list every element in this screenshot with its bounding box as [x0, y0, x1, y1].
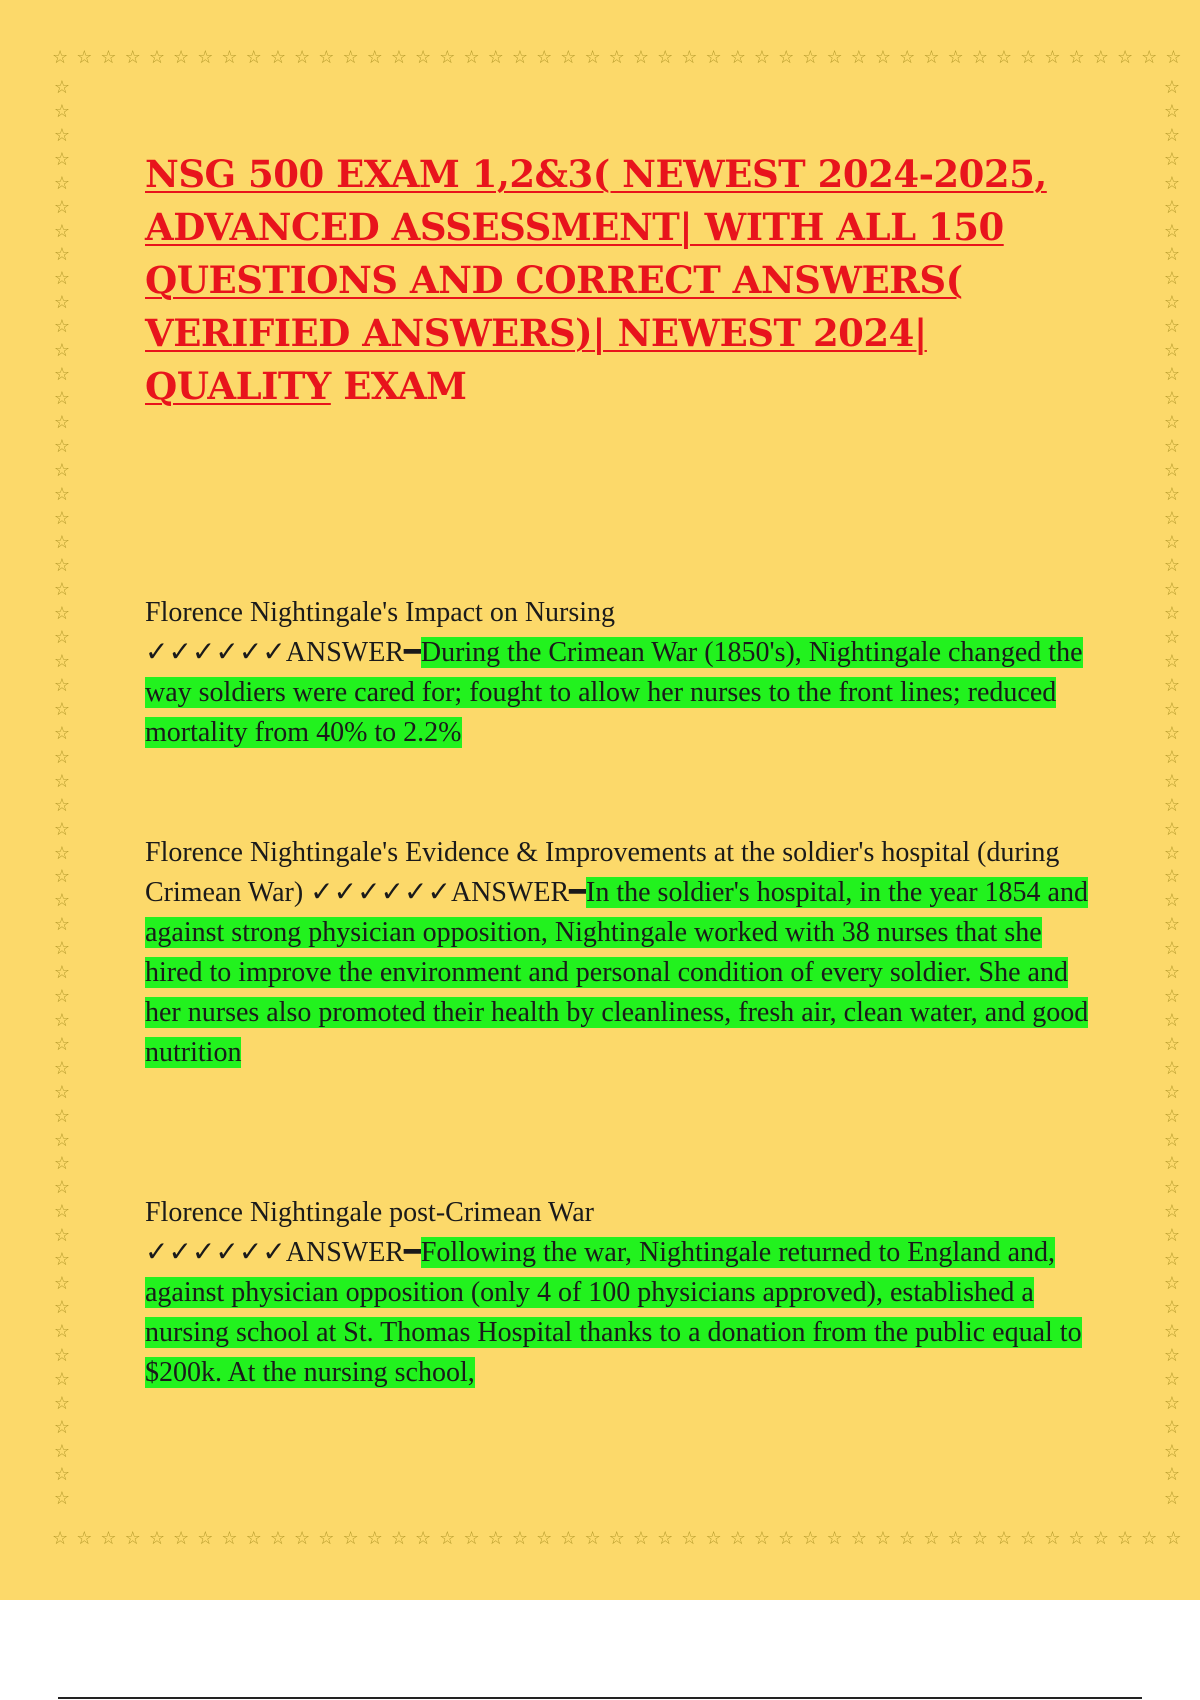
star-icon: ☆ [608, 47, 625, 68]
star-icon: ☆ [53, 435, 71, 457]
star-icon: ☆ [1163, 603, 1181, 625]
star-icon: ☆ [584, 47, 601, 68]
star-icon: ☆ [1163, 1129, 1181, 1151]
star-icon: ☆ [1163, 1464, 1181, 1486]
star-icon: ☆ [124, 47, 141, 68]
star-icon: ☆ [1163, 364, 1181, 386]
star-icon: ☆ [53, 292, 71, 314]
star-icon: ☆ [1163, 268, 1181, 290]
star-icon: ☆ [366, 47, 383, 68]
star-icon: ☆ [53, 603, 71, 625]
star-icon: ☆ [318, 47, 335, 68]
answer-marker: ✓✓✓✓✓✓ANSWER━ [145, 1237, 421, 1268]
star-icon: ☆ [53, 411, 71, 433]
star-icon: ☆ [1163, 986, 1181, 1008]
star-icon: ☆ [148, 47, 165, 68]
star-icon: ☆ [947, 47, 964, 68]
star-icon: ☆ [850, 1528, 867, 1549]
qa-entry [145, 833, 1095, 1073]
star-icon: ☆ [53, 675, 71, 697]
star-icon: ☆ [705, 1528, 722, 1549]
qa-entry [145, 1193, 1095, 1393]
star-icon: ☆ [971, 47, 988, 68]
star-icon: ☆ [1163, 148, 1181, 170]
star-icon: ☆ [1163, 1273, 1181, 1295]
star-icon: ☆ [681, 1528, 698, 1549]
star-icon: ☆ [1116, 1528, 1134, 1549]
star-icon: ☆ [778, 47, 795, 68]
star-icon: ☆ [53, 1225, 71, 1247]
star-icon: ☆ [511, 47, 528, 68]
star-icon: ☆ [1163, 77, 1181, 98]
star-icon: ☆ [1163, 340, 1181, 362]
star-icon: ☆ [1163, 770, 1181, 792]
star-icon: ☆ [318, 1528, 335, 1549]
star-icon: ☆ [1163, 698, 1181, 720]
star-icon: ☆ [1163, 722, 1181, 744]
star-icon: ☆ [1163, 316, 1181, 338]
star-icon: ☆ [1020, 1528, 1037, 1549]
star-icon: ☆ [53, 340, 71, 362]
answer-text: Following the war, Nightingale returned to England and, against physician opposition (only 4 of 100 physicians approved), established a nursing school at St. Thomas Hospital thanks to a donation from the public equal to $200k. At the nursing school, [145, 1237, 1082, 1388]
star-icon: ☆ [753, 47, 771, 68]
question-text: Florence Nightingale post-Crimean War [145, 1197, 594, 1228]
star-icon: ☆ [269, 1528, 286, 1549]
star-icon: ☆ [53, 986, 71, 1008]
star-icon: ☆ [390, 47, 407, 68]
star-icon: ☆ [1163, 842, 1181, 864]
star-icon: ☆ [1020, 47, 1037, 68]
star-icon: ☆ [173, 1528, 190, 1549]
star-icon: ☆ [657, 47, 674, 68]
star-icon: ☆ [53, 507, 71, 529]
star-icon: ☆ [294, 1528, 311, 1549]
star-icon: ☆ [1141, 47, 1158, 68]
star-icon: ☆ [705, 47, 722, 68]
star-icon: ☆ [53, 1129, 71, 1151]
star-icon: ☆ [53, 962, 71, 984]
star-icon: ☆ [826, 1528, 843, 1549]
star-icon: ☆ [53, 794, 71, 816]
star-icon: ☆ [439, 1528, 456, 1549]
star-icon: ☆ [1163, 531, 1181, 553]
star-icon: ☆ [415, 1528, 432, 1549]
star-icon: ☆ [1163, 938, 1181, 960]
star-icon: ☆ [1163, 507, 1181, 529]
star-icon: ☆ [390, 1528, 407, 1549]
answer-marker: ✓✓✓✓✓✓ANSWER━ [145, 637, 421, 668]
star-icon: ☆ [245, 1528, 262, 1549]
footer-divider [58, 1697, 1142, 1699]
star-icon: ☆ [608, 1528, 625, 1549]
star-icon: ☆ [53, 268, 71, 290]
star-icon: ☆ [463, 47, 480, 68]
star-icon: ☆ [53, 1440, 71, 1462]
star-icon: ☆ [802, 47, 819, 68]
star-icon: ☆ [53, 1249, 71, 1271]
star-icon: ☆ [100, 1528, 117, 1549]
star-icon: ☆ [681, 47, 698, 68]
star-icon: ☆ [53, 1081, 71, 1103]
star-icon: ☆ [53, 818, 71, 840]
star-icon: ☆ [899, 1528, 916, 1549]
star-icon: ☆ [1068, 1528, 1085, 1549]
star-icon: ☆ [53, 579, 71, 601]
answer-text: In the soldier's hospital, in the year 1854 and against strong physician opposition, Nightingale worked with 38 nurses that she hired to improve the environment and personal condition of every soldier. She and her nurses also promoted their health by cleanliness, fresh air, clean water, and good nutrition [145, 877, 1089, 1068]
star-icon: ☆ [1163, 435, 1181, 457]
answer-text: During the Crimean War (1850's), Nightingale changed the way soldiers were cared for; fought to allow her nurses to the front lines; reduced mortality from 40% to 2.2% [145, 637, 1083, 748]
star-icon: ☆ [53, 1344, 71, 1366]
star-icon: ☆ [995, 1528, 1013, 1549]
star-icon: ☆ [53, 1201, 71, 1223]
star-icon: ☆ [53, 1392, 71, 1414]
star-icon: ☆ [1163, 411, 1181, 433]
star-icon: ☆ [53, 483, 71, 505]
star-icon: ☆ [995, 47, 1013, 68]
star-icon: ☆ [53, 746, 71, 768]
star-icon: ☆ [197, 47, 214, 68]
star-icon: ☆ [632, 1528, 650, 1549]
star-icon: ☆ [221, 1528, 238, 1549]
document-title [145, 148, 1105, 413]
star-border-left [50, 78, 74, 1510]
star-icon: ☆ [53, 459, 71, 481]
star-icon: ☆ [53, 842, 71, 864]
star-icon: ☆ [778, 1528, 795, 1549]
star-icon: ☆ [53, 172, 71, 194]
star-icon: ☆ [1163, 292, 1181, 314]
star-icon: ☆ [53, 196, 71, 218]
star-icon: ☆ [342, 47, 359, 68]
star-icon: ☆ [415, 47, 432, 68]
star-icon: ☆ [874, 1528, 892, 1549]
star-icon: ☆ [1163, 1440, 1181, 1462]
star-border-bottom [52, 1527, 1182, 1551]
star-icon: ☆ [53, 148, 71, 170]
star-icon: ☆ [76, 47, 93, 68]
star-icon: ☆ [53, 555, 71, 577]
star-border-right [1160, 78, 1184, 1510]
star-icon: ☆ [221, 47, 238, 68]
star-icon: ☆ [584, 1528, 601, 1549]
star-icon: ☆ [53, 1033, 71, 1055]
star-icon: ☆ [1068, 47, 1085, 68]
star-icon: ☆ [1163, 1297, 1181, 1319]
star-icon: ☆ [1163, 100, 1181, 122]
star-icon: ☆ [76, 1528, 93, 1549]
star-icon: ☆ [463, 1528, 480, 1549]
star-icon: ☆ [53, 387, 71, 409]
star-icon: ☆ [439, 47, 456, 68]
star-icon: ☆ [729, 1528, 746, 1549]
star-icon: ☆ [197, 1528, 214, 1549]
star-icon: ☆ [729, 47, 746, 68]
star-icon: ☆ [53, 1177, 71, 1199]
star-icon: ☆ [1163, 172, 1181, 194]
title-underlined-text: NSG 500 EXAM 1,2&3( NEWEST 2024-2025, ADVANCED ASSESSMENT| WITH ALL 150 QUESTIONS AND CORRECT ANSWERS( VERIFIED ANSWERS)| NEWEST 2024| QUALITY [145, 152, 1047, 408]
star-icon: ☆ [53, 1464, 71, 1486]
star-icon: ☆ [53, 627, 71, 649]
star-icon: ☆ [1163, 1416, 1181, 1438]
star-icon: ☆ [53, 1297, 71, 1319]
star-icon: ☆ [52, 47, 69, 68]
star-icon: ☆ [366, 1528, 383, 1549]
star-icon: ☆ [1163, 1249, 1181, 1271]
star-icon: ☆ [53, 1416, 71, 1438]
star-icon: ☆ [53, 938, 71, 960]
star-icon: ☆ [1163, 627, 1181, 649]
star-icon: ☆ [53, 531, 71, 553]
star-icon: ☆ [1141, 1528, 1158, 1549]
star-icon: ☆ [923, 47, 940, 68]
star-icon: ☆ [1092, 47, 1109, 68]
star-icon: ☆ [1163, 866, 1181, 888]
star-icon: ☆ [1163, 1177, 1181, 1199]
star-icon: ☆ [53, 100, 71, 122]
star-icon: ☆ [923, 1528, 940, 1549]
star-icon: ☆ [1163, 579, 1181, 601]
star-icon: ☆ [511, 1528, 528, 1549]
star-icon: ☆ [874, 47, 892, 68]
star-icon: ☆ [1165, 47, 1182, 68]
star-icon: ☆ [560, 47, 577, 68]
star-icon: ☆ [1163, 196, 1181, 218]
star-icon: ☆ [245, 47, 262, 68]
star-icon: ☆ [1163, 1105, 1181, 1127]
star-icon: ☆ [850, 47, 867, 68]
star-icon: ☆ [1163, 124, 1181, 146]
star-icon: ☆ [53, 866, 71, 888]
star-icon: ☆ [536, 1528, 553, 1549]
star-icon: ☆ [560, 1528, 577, 1549]
star-icon: ☆ [53, 220, 71, 242]
star-icon: ☆ [1163, 1201, 1181, 1223]
star-icon: ☆ [657, 1528, 674, 1549]
qa-entry [145, 593, 1095, 753]
star-icon: ☆ [753, 1528, 771, 1549]
star-icon: ☆ [53, 1153, 71, 1175]
star-icon: ☆ [1163, 244, 1181, 266]
star-icon: ☆ [53, 914, 71, 936]
star-icon: ☆ [1163, 555, 1181, 577]
star-icon: ☆ [1163, 1153, 1181, 1175]
star-icon: ☆ [100, 47, 117, 68]
star-icon: ☆ [148, 1528, 165, 1549]
star-icon: ☆ [1163, 914, 1181, 936]
star-icon: ☆ [1044, 47, 1061, 68]
star-icon: ☆ [802, 1528, 819, 1549]
star-icon: ☆ [53, 1105, 71, 1127]
star-icon: ☆ [1163, 1368, 1181, 1390]
star-icon: ☆ [53, 124, 71, 146]
star-icon: ☆ [1163, 1225, 1181, 1247]
star-icon: ☆ [1163, 1033, 1181, 1055]
star-icon: ☆ [53, 1009, 71, 1031]
star-icon: ☆ [826, 47, 843, 68]
star-icon: ☆ [1163, 1392, 1181, 1414]
star-icon: ☆ [1116, 47, 1134, 68]
star-icon: ☆ [1163, 220, 1181, 242]
star-icon: ☆ [632, 47, 650, 68]
star-icon: ☆ [1163, 890, 1181, 912]
star-icon: ☆ [269, 47, 286, 68]
question-text: Florence Nightingale's Evidence & Improvements at the soldier's hospital (during Crimean War) [145, 837, 1060, 908]
star-icon: ☆ [1163, 1320, 1181, 1342]
star-icon: ☆ [1163, 1057, 1181, 1079]
star-icon: ☆ [1163, 746, 1181, 768]
star-icon: ☆ [342, 1528, 359, 1549]
star-icon: ☆ [1163, 962, 1181, 984]
star-icon: ☆ [1165, 1528, 1182, 1549]
star-icon: ☆ [1163, 794, 1181, 816]
star-icon: ☆ [1163, 651, 1181, 673]
star-icon: ☆ [536, 47, 553, 68]
title-plain-text: EXAM [330, 364, 467, 408]
star-icon: ☆ [487, 1528, 504, 1549]
star-icon: ☆ [899, 47, 916, 68]
star-icon: ☆ [1163, 387, 1181, 409]
answer-marker: ✓✓✓✓✓✓ANSWER━ [303, 877, 587, 908]
star-icon: ☆ [124, 1528, 141, 1549]
star-icon: ☆ [294, 47, 311, 68]
star-icon: ☆ [487, 47, 504, 68]
star-icon: ☆ [1163, 1344, 1181, 1366]
star-icon: ☆ [173, 47, 190, 68]
question-text: Florence Nightingale's Impact on Nursing [145, 597, 616, 628]
star-icon: ☆ [1163, 818, 1181, 840]
star-icon: ☆ [53, 890, 71, 912]
star-icon: ☆ [971, 1528, 988, 1549]
star-icon: ☆ [53, 651, 71, 673]
star-icon: ☆ [53, 698, 71, 720]
star-icon: ☆ [53, 1368, 71, 1390]
star-icon: ☆ [1163, 459, 1181, 481]
star-icon: ☆ [52, 1528, 69, 1549]
star-icon: ☆ [1163, 675, 1181, 697]
star-icon: ☆ [53, 1488, 71, 1510]
star-icon: ☆ [1163, 1009, 1181, 1031]
star-icon: ☆ [53, 722, 71, 744]
star-icon: ☆ [53, 1273, 71, 1295]
star-icon: ☆ [1163, 1081, 1181, 1103]
star-icon: ☆ [53, 770, 71, 792]
star-icon: ☆ [53, 364, 71, 386]
star-icon: ☆ [1044, 1528, 1061, 1549]
star-icon: ☆ [53, 1057, 71, 1079]
star-border-top [52, 46, 1182, 70]
star-icon: ☆ [1092, 1528, 1109, 1549]
star-icon: ☆ [1163, 483, 1181, 505]
star-icon: ☆ [53, 316, 71, 338]
star-icon: ☆ [53, 244, 71, 266]
star-icon: ☆ [53, 77, 71, 98]
star-icon: ☆ [947, 1528, 964, 1549]
star-icon: ☆ [53, 1320, 71, 1342]
star-icon: ☆ [1163, 1488, 1181, 1510]
